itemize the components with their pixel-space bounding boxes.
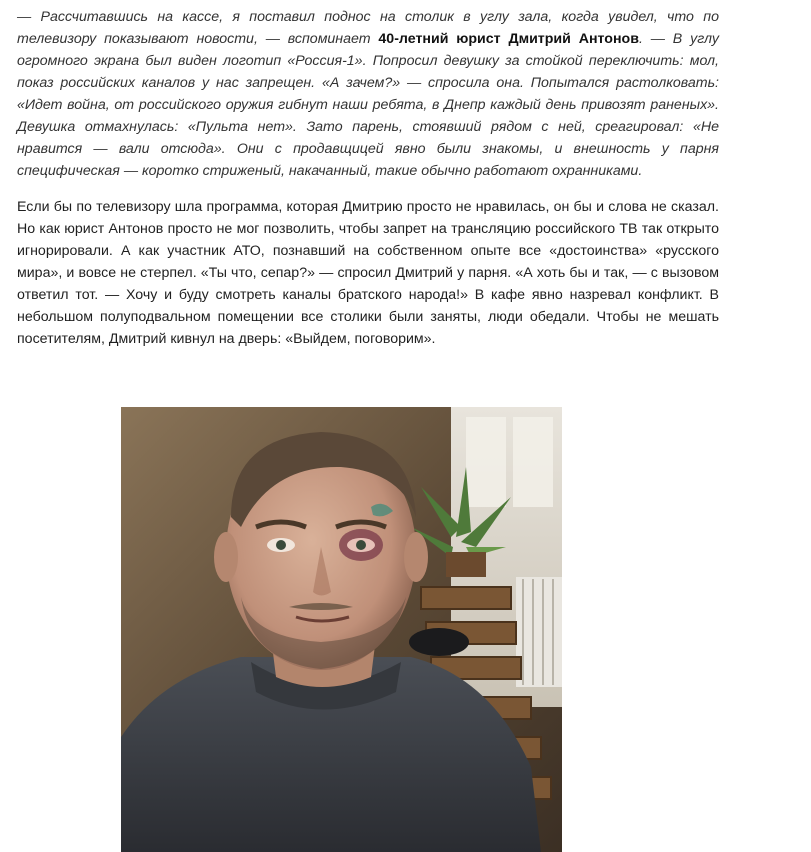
quote-paragraph <box>17 6 719 182</box>
body-paragraph: Если бы по телевизору шла программа, которая Дмитрию просто не нравилась, он бы и слова не сказал. Но как юрист Антонов просто не мог позволить, чтобы запрет на трансляцию российского ТВ так открыто игнорировали. А как участник АТО, познавший на собственном опыте все «достоинства» «русского мира», и вовсе не стерпел. «Ты что, сепар?» — спросил Дмитрий у парня. «А хоть бы и так, — с вызовом ответил тот. — Хочу и буду смотреть каналы братского народа!» В кафе явно назревал конфликт. В небольшом полуподвальном помещении все столики были заняты, люди обедали. Чтобы не мешать посетителям, Дмитрий кивнул на дверь: «Выйдем, поговорим». <box>17 199 719 347</box>
bag <box>409 628 469 656</box>
quote-text-start: — Рассчитавшись на кассе, я поставил поднос на столик в углу зала, когда увидел, что по телевизору показывают новости, — вспоминает <box>17 9 719 47</box>
person-name-bold: 40-летний юрист Дмитрий Антонов <box>378 31 639 47</box>
radiator <box>516 577 562 687</box>
article-photo <box>121 407 562 852</box>
portrait-illustration <box>121 407 562 852</box>
quote-text-end: . — В углу огромного экрана был виден логотип «Россия-1». Попросил девушку за стойкой переключить: мол, показ российских каналов у нас запрещен. «А зачем?» — спросила она. Попытался растолковать: «Идет война, от российского оружия гибнут наши ребята, в Днепр каждый день привозят раненых». Девушка отмахнулась: «Пульта нет». Зато парень, стоявший рядом с ней, среагировал: «Не нравится — вали отсюда». Они с продавщицей явно были знакомы, и внешность у парня специфическая — коротко стриженый, накачанный, такие обычно работают охранниками. <box>17 31 719 179</box>
article <box>17 0 719 350</box>
